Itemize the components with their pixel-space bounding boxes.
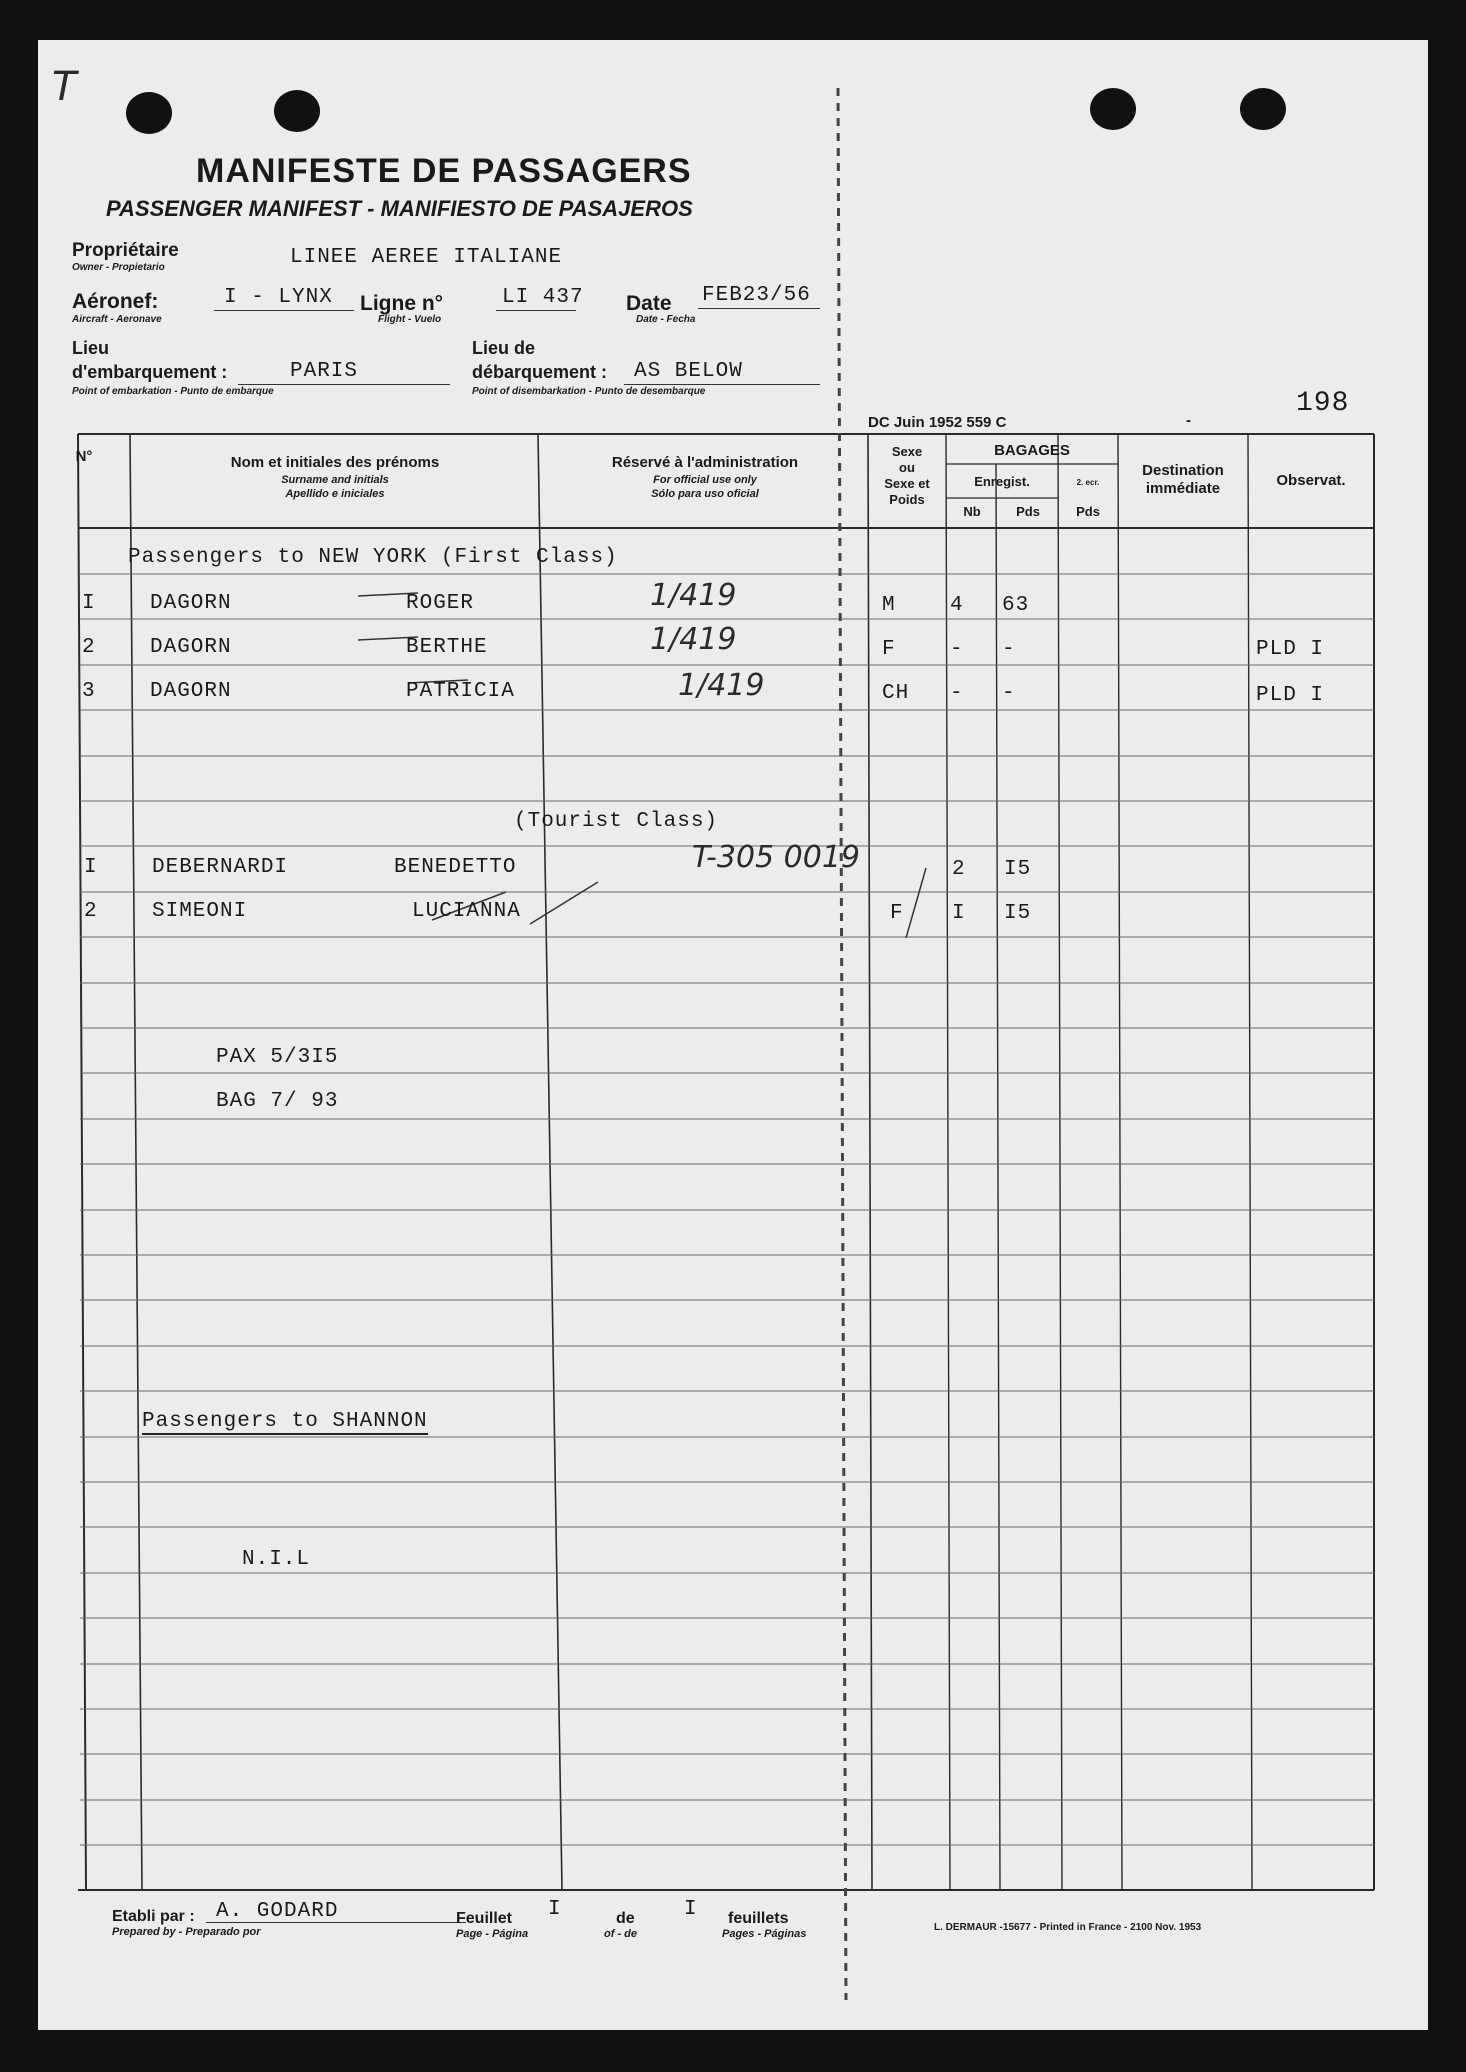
disembark-sub: Point of disembarkation - Punto de desembarque <box>472 386 706 397</box>
row-admin: 1/419 <box>650 622 737 657</box>
sheet-value: I <box>548 1898 562 1921</box>
col-registered: Enregist. <box>974 474 1030 489</box>
col-name-1: Nom et initiales des prénoms <box>230 454 440 471</box>
form-dash: - <box>1186 412 1191 429</box>
row-observation: PLD I <box>1256 638 1325 661</box>
aircraft-label: Aéronef: <box>72 290 159 313</box>
col-observations: Observat. <box>1276 472 1346 489</box>
col-admin-3: Sólo para uso oficial <box>651 488 759 500</box>
row-bag-pds: - <box>1002 682 1016 705</box>
row-no: I <box>84 856 98 879</box>
row-no: I <box>82 592 96 615</box>
pages-label: feuillets <box>728 1910 789 1927</box>
col-sex-1: Sexe <box>891 444 923 459</box>
row-surname: DAGORN <box>150 592 232 615</box>
col-admin-1: Réservé à l'administration <box>611 454 799 471</box>
row-observation: PLD I <box>1256 684 1325 707</box>
title-main: MANIFESTE DE PASSAGERS <box>196 152 692 190</box>
col-no: N° <box>75 448 93 465</box>
row-no: 2 <box>84 900 98 923</box>
pages-sub: Pages - Páginas <box>722 1928 807 1940</box>
row-firstname: PATRICIA <box>406 680 515 703</box>
col-sex-3: Sexe et <box>884 476 930 491</box>
row-sex: F <box>890 902 904 925</box>
form-code: DC Juin 1952 559 C <box>868 414 1007 431</box>
title-sub: PASSENGER MANIFEST - MANIFIESTO DE PASAJEROS <box>106 196 693 221</box>
sheet-label: Feuillet <box>456 1910 513 1927</box>
section-tourist: (Tourist Class) <box>514 810 719 833</box>
owner-label: Propriétaire <box>72 240 179 261</box>
of-label: de <box>616 1910 635 1927</box>
row-sex: CH <box>882 682 910 705</box>
owner-value: LINEE AEREE ITALIANE <box>290 246 563 269</box>
of-sub: of - de <box>604 1928 637 1940</box>
col-destination-1: Destination <box>1142 462 1224 479</box>
embark-sub: Point of embarkation - Punto de embarque <box>72 386 274 397</box>
col-name-2: Surname and initials <box>281 474 389 486</box>
row-bag-nb: - <box>950 638 964 661</box>
col-ecr: 2. ecr. <box>1076 478 1100 487</box>
section-nil: N.I.L <box>242 1548 311 1571</box>
row-surname: DAGORN <box>150 680 232 703</box>
row-admin: 1/419 <box>678 668 765 703</box>
disembark-label-2: débarquement : <box>472 362 608 382</box>
printer-imprint: L. DERMAUR -15677 - Printed in France - 2100 Nov. 1953 <box>934 1922 1202 1933</box>
row-surname: DEBERNARDI <box>152 856 289 879</box>
row-bag-pds: - <box>1002 638 1016 661</box>
flight-sub: Flight - Vuelo <box>378 314 442 325</box>
row-firstname: BENEDETTO <box>394 856 517 879</box>
date-value: FEB23/56 <box>702 284 811 307</box>
row-bag-pds: I5 <box>1004 902 1032 925</box>
embark-label-2: d'embarquement : <box>72 362 228 382</box>
col-sex-2: ou <box>899 460 915 475</box>
col-nb: Nb <box>963 504 981 519</box>
page-number: 198 <box>1296 388 1350 419</box>
prepared-sub: Prepared by - Preparado por <box>112 1926 261 1938</box>
row-surname: DAGORN <box>150 636 232 659</box>
embark-label-1: Lieu <box>72 338 110 358</box>
col-admin-2: For official use only <box>653 474 757 486</box>
date-label: Date <box>626 292 672 315</box>
disembark-label-1: Lieu de <box>472 338 536 358</box>
col-pds: Pds <box>1016 504 1040 519</box>
row-sex: F <box>882 638 896 661</box>
row-bag-nb: 2 <box>952 858 966 881</box>
row-bag-nb: - <box>950 682 964 705</box>
row-no: 2 <box>82 636 96 659</box>
col-destination-2: immédiate <box>1145 480 1221 497</box>
row-admin: 1/419 <box>650 578 737 613</box>
flight-value: LI 437 <box>502 286 584 309</box>
disembark-value: AS BELOW <box>634 360 743 383</box>
row-bag-nb: I <box>952 902 966 925</box>
embark-value: PARIS <box>290 360 359 383</box>
row-firstname: ROGER <box>406 592 475 615</box>
aircraft-value: I - LYNX <box>224 286 333 309</box>
col-pds-2: Pds <box>1076 504 1100 519</box>
manifest-grid <box>38 40 1428 2030</box>
total-pax: PAX 5/3I5 <box>216 1046 339 1069</box>
date-sub: Date - Fecha <box>636 314 696 325</box>
aircraft-sub: Aircraft - Aeronave <box>72 314 162 325</box>
owner-sub: Owner - Propietario <box>72 262 165 273</box>
row-admin: T-305 0019 <box>692 840 861 875</box>
row-surname: SIMEONI <box>152 900 248 923</box>
row-bag-nb: 4 <box>950 594 964 617</box>
flight-label: Ligne n° <box>360 292 444 315</box>
prepared-value: A. GODARD <box>216 1900 339 1923</box>
row-sex: M <box>882 594 896 617</box>
sheet-sub: Page - Página <box>456 1928 529 1940</box>
row-bag-pds: 63 <box>1002 594 1030 617</box>
row-no: 3 <box>82 680 96 703</box>
total-bag: BAG 7/ 93 <box>216 1090 339 1113</box>
row-firstname: BERTHE <box>406 636 488 659</box>
of-value: I <box>684 1898 698 1921</box>
section-ny-first: Passengers to NEW YORK (First Class) <box>128 546 618 569</box>
row-firstname: LUCIANNA <box>412 900 521 923</box>
col-sex-4: Poids <box>889 492 925 507</box>
col-baggage: BAGAGES <box>994 442 1070 459</box>
section-shannon: Passengers to SHANNON <box>142 1410 428 1433</box>
prepared-label: Etabli par : <box>112 1908 195 1925</box>
corner-mark: T <box>52 64 77 110</box>
row-bag-pds: I5 <box>1004 858 1032 881</box>
manifest-sheet <box>38 40 1428 2030</box>
col-name-3: Apellido e iniciales <box>285 488 385 500</box>
